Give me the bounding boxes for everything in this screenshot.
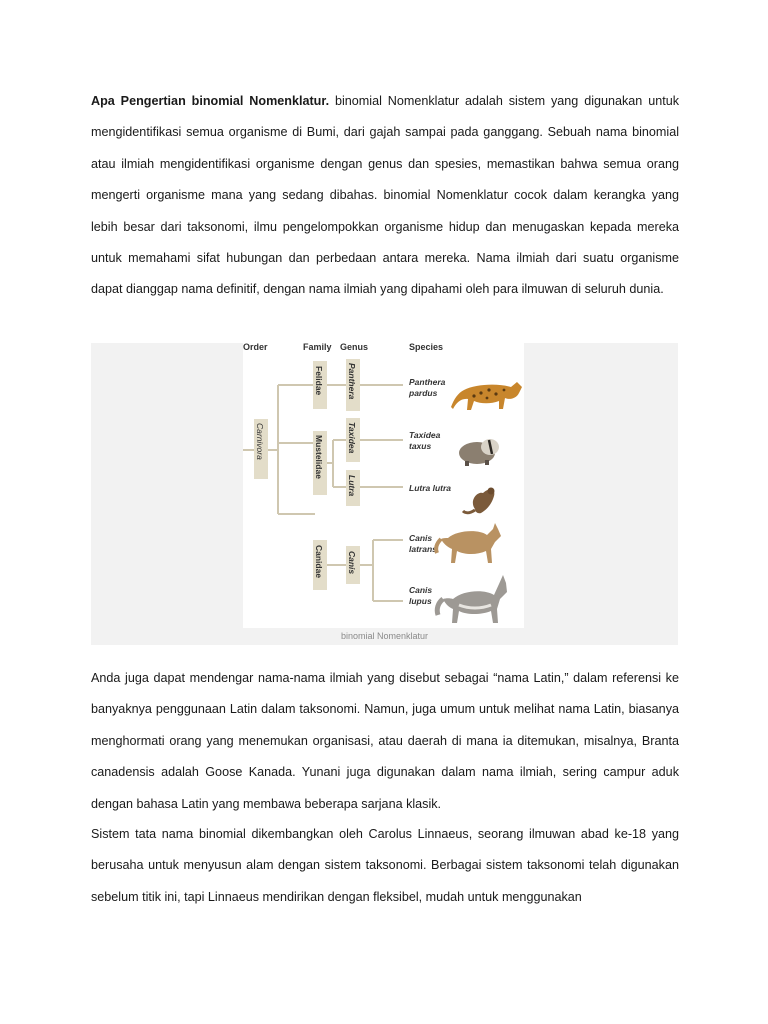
intro-paragraph: [91, 86, 679, 306]
species-epithet-5: lupus: [409, 596, 432, 606]
species-epithet-4: latrans: [409, 544, 437, 554]
species-epithet-2: taxus: [409, 441, 432, 451]
genus-label-taxidea: Taxidea: [347, 422, 357, 454]
genus-label-lutra: Lutra: [347, 475, 357, 497]
species-name-4: Canis: [409, 533, 433, 543]
order-label: Carnivora: [255, 423, 265, 460]
badger-illustration: [459, 439, 499, 466]
species-epithet-1: pardus: [409, 388, 438, 398]
paragraph-linnaeus: Sistem tata nama binomial dikembangkan oleh Carolus Linnaeus, seorang ilmuwan abad ke-18 yang berusaha untuk menyusun alam dengan sistem taksonomi. Berbagai sistem taksonomi telah digunakan sebelum titik ini, tapi Linnaeus mendirikan dengan fleksibel, mudah untuk menggunakan: [91, 827, 679, 904]
header-family: Family: [303, 343, 332, 352]
coyote-illustration: [436, 523, 501, 563]
species-name-1: Panthera: [409, 377, 446, 387]
species-name-2: Taxidea: [409, 430, 441, 440]
taxonomy-tree: [243, 343, 524, 628]
header-order: Order: [243, 343, 268, 352]
intro-text: binomial Nomenklatur adalah sistem yang digunakan untuk mengidentifikasi semua organisme di Bumi, dari gajah sampai pada ganggang. Sebuah nama binomial atau ilmiah mengidentifikasi organisme dengan genus dan spesies, memastikan bahwa semua orang mengerti organisme mana yang sedang dibahas. binomial Nomenklatur cocok dalam kerangka yang lebih besar dari taksonomi, ilmu pengelompokkan organisme hidup dan menugaskan kepada mereka untuk memahami sifat hubungan dan perbedaan antara mereka. Nama ilmiah dari suatu organisme dapat dianggap nama definitif, dengan nama ilmiah yang dipahami oleh para ilmuwan di seluruh dunia.: [91, 94, 680, 297]
header-genus: Genus: [340, 343, 369, 352]
figure-caption: binomial Nomenklatur: [95, 628, 674, 645]
leopard-illustration: [451, 382, 522, 410]
paragraph-latin-names: Anda juga dapat mendengar nama-nama ilmiah yang disebut sebagai “nama Latin,” dalam referensi ke banyaknya penggunaan Latin dalam taksonomi. Namun, juga umum untuk melihat nama Latin, biasanya menghormati orang yang menemukan organisasi, atau daerah di mana ia ditemukan, misalnya, Branta canadensis adalah Goose Kanada. Yunani juga digunakan dalam nama ilmiah, sering campur aduk dengan bahasa Latin yang membawa beberapa sarjana klasik.: [91, 671, 679, 811]
header-species: Species: [409, 343, 444, 352]
family-label-canidae: Canidae: [314, 545, 324, 579]
genus-label-canis: Canis: [347, 551, 357, 575]
intro-heading: Apa Pengertian binomial Nomenklatur.: [91, 94, 330, 108]
otter-illustration: [463, 488, 495, 514]
genus-label-panthera: Panthera: [347, 363, 357, 400]
species-name-5: Canis: [409, 585, 433, 595]
wolf-illustration: [437, 575, 507, 623]
taxonomy-figure: [243, 343, 524, 628]
species-name-3: Lutra lutra: [409, 483, 452, 493]
family-label-felidae: Felidae: [314, 366, 324, 396]
family-label-mustelidae: Mustelidae: [314, 435, 324, 479]
